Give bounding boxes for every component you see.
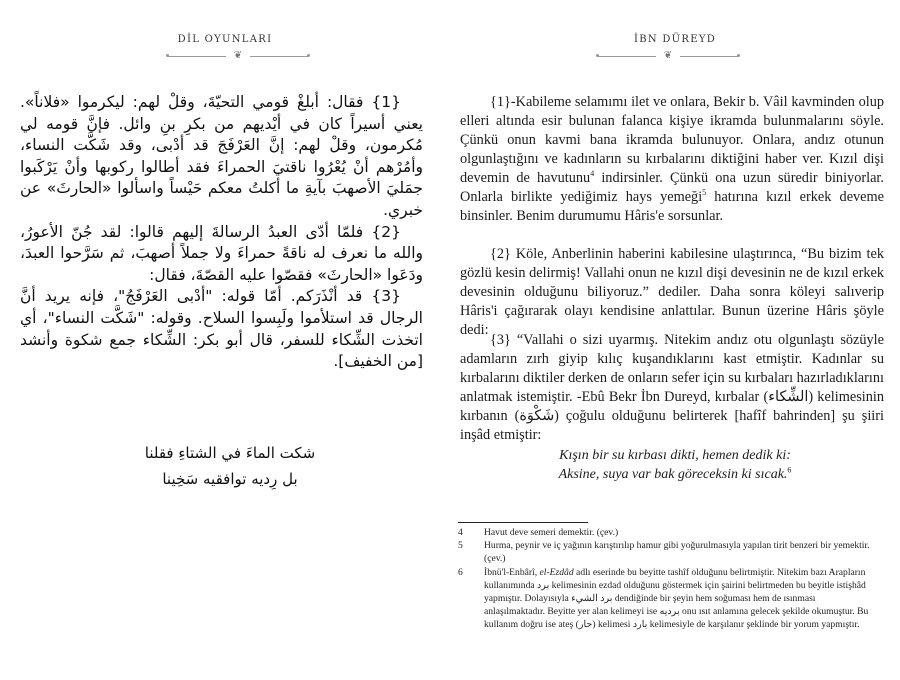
right-page	[450, 0, 900, 680]
turkish-paragraph-2: {2} Köle, Anberlinin haberini kabilesine ulaştırınca, “Bu bizim tek gözlü kesin delirmiş! Vallahi onun ne kızıl dişi devesinin ne de kızıl erkek devesinin olduğunu biliyoruz.” dediler. Daha sonra köleyi salıverip Hâris'i çağırarak olayı kendisine anlattılar. Bunun üzerine Hâris şöyle dedi:	[460, 246, 884, 338]
turkish-paragraph-2-block	[460, 245, 884, 340]
footnote-number: 6	[458, 566, 463, 578]
arabic-paragraph-1: {1} فقال: أبلغْ قومي التحيّةَ، وقلْ لهم: ليكرموا «فلاناً». يعني أسيراً كان في أيْديهم من بكرِ بنِ وائل. فإنَّ قومه لي مُكرمون، وقلْ لهم: إنَّ العَرْفَجَ قد أدْبى، وقد شَكَّت النساء، وأمُرْهم أنْ يُعْرُوا ناقتيَ الحمراءَ فقد أطالوا ركوبها وأنْ يَرْكَبوا جمَليَ الأصهبَ بآيةِ ما أكلتُ معكم حَيْساً واسألوا «الحارثَ» عن خبري.	[20, 93, 423, 219]
book-title: el-Ezdâd	[539, 566, 574, 578]
footnote-text: Havut deve semeri demektir. (çev.)	[484, 527, 619, 538]
footnote-text	[484, 566, 878, 632]
footnote-divider	[458, 522, 588, 523]
ornament-rule	[680, 56, 738, 57]
turkish-paragraph-3: {3} “Vallahi o sizi uyarmış. Nitekim andız otu olgunlaştı sözüyle adamların zırh giyip kılıç kuşandıklarını kast etmiştir. Kadınlar su kırbalarını diktiler derken de onların sefer için su kırbaları hazırladıklarını anlatmak istemiştir. -Ebû Bekr İbn Dureyd, kırbalar (الشِّكاء) kelimesinin kırbanın (شَكْوَة) çoğulu olduğunu belirterek [hafîf bahrinden] şu şiiri inşâd etmiştir:	[460, 332, 885, 443]
paragraph-text: {1}-Kabileme selamımı ilet ve onlara, Bekir b. Vâil kavminden olup elleri altında esir bulunan falanca kişiye ikramda bulunmalarını söyle. Çünkü onun kavmi bana ikramda bulunuyor. Onlara, andız otunun olgunlaştığını ve kadınların su kırbalarını diktiğini haber ver. Kızıl dişi devemin de havutunu	[460, 94, 884, 186]
turkish-poem-line-2: Aksine, suya var bak göreceksin ki sıcak.	[558, 467, 788, 482]
footnote-number: 4	[458, 527, 463, 538]
footnote-text-part: İbnü'l-Enbârî,	[484, 566, 540, 578]
running-head-left: DİL OYUNLARI	[177, 34, 273, 45]
arabic-poem-line-1: شكت الماءَ في الشتاءِ فقلنا	[144, 444, 316, 462]
footnote-ref-4[interactable]: 4	[590, 169, 595, 179]
header-ornament-right	[598, 50, 738, 62]
ornament-rule	[598, 56, 656, 57]
footnote-number: 5	[458, 540, 463, 552]
footnote-ref-5[interactable]: 5	[702, 188, 707, 198]
footnotes	[458, 526, 878, 632]
footnote-4	[458, 526, 878, 539]
fleuron-icon: ❦	[663, 50, 673, 61]
ornament-dot	[737, 54, 740, 57]
arabic-paragraph-2: {2} فلمّا أدّى العبدُ الرسالةَ إليهم قالوا: لقد جُنّ الأعورُ، والله ما نعرف له ناقةً حمراءَ ولا جملاً أصهبَ، ثم سَرَّحوا العبدَ، ودَعَوا «الحارثَ» فقصّوا عليه القصّةَ، فقال:	[20, 222, 423, 284]
footnote-text: Hurma, peynir ve iç yağının karıştırılıp hamur gibi yoğurulmasıyla yapılan tirit benzeri bir yemektir. (çev.)	[484, 540, 870, 565]
turkish-poem	[500, 446, 850, 484]
fleuron-icon: ❦	[233, 50, 243, 61]
turkish-poem-line-1: Kışın bir su kırbası dikti, hemen dedik ki:	[559, 448, 791, 463]
arabic-text-block	[20, 92, 423, 373]
arabic-paragraph-3: {3} قد أنْذَرَكم. أمّا قوله: "أدْبى العَرْفَجُ"، فإنه يريد أنَّ الرجال قد استلأموا ولَبِسوا السلاح. وقوله: "شَكَّت النساء"، أي اتخذت الشِّكاء للسفر، قال أبو بكر: الشِّكاء جمع شكوة وأنشد [من الخفيف].	[20, 287, 423, 371]
paragraph-text: hatırına kızıl erkek deveme binsinler. Benim durumumu Hâris'e sorsunlar.	[460, 189, 884, 224]
footnote-6	[458, 566, 878, 632]
arabic-poem	[80, 440, 380, 492]
ornament-rule	[250, 56, 308, 57]
footnote-ref-6[interactable]: 6	[787, 465, 792, 475]
ornament-rule	[168, 56, 226, 57]
header-ornament-left	[168, 50, 308, 62]
turkish-paragraph-1-block	[460, 93, 884, 226]
turkish-paragraph-1	[460, 93, 884, 226]
arabic-poem-line-2: بل رِديه توافقيه سَخِينا	[162, 470, 298, 488]
footnote-text-part: adlı eserinde bu beyitte tashîf olduğunu belirtmiştir. Nitekim bazı Arapların kullanımında برد kelimesinin ezdad olduğunu göstermek için şairini belirtmeden bu beyitle istişhâd yapmıştır. Dolayısıyla برد الشيء dendiğinde bir şeyin hem soğuması hem de ısınması anlaşılmaktadır. Beyitte yer alan kelimeyi ise بردیه onu ısıt anlamına gelecek şekilde okumuştur. Bu kullanım doğru ise ateş (حار) kelimesi بارد kelimesiyle de karşılanır şeklinde bir yorum yapmıştır.	[484, 566, 869, 631]
paragraph-text: indirsinler. Çünkü ona uzun süredir biniyorlar. Onlarla birlikte yediğimiz hays yemeği	[460, 170, 884, 205]
footnote-5	[458, 539, 878, 565]
turkish-paragraph-3-block	[460, 331, 884, 445]
running-head-right: İBN DÜREYD	[633, 34, 717, 45]
ornament-dot	[307, 54, 310, 57]
